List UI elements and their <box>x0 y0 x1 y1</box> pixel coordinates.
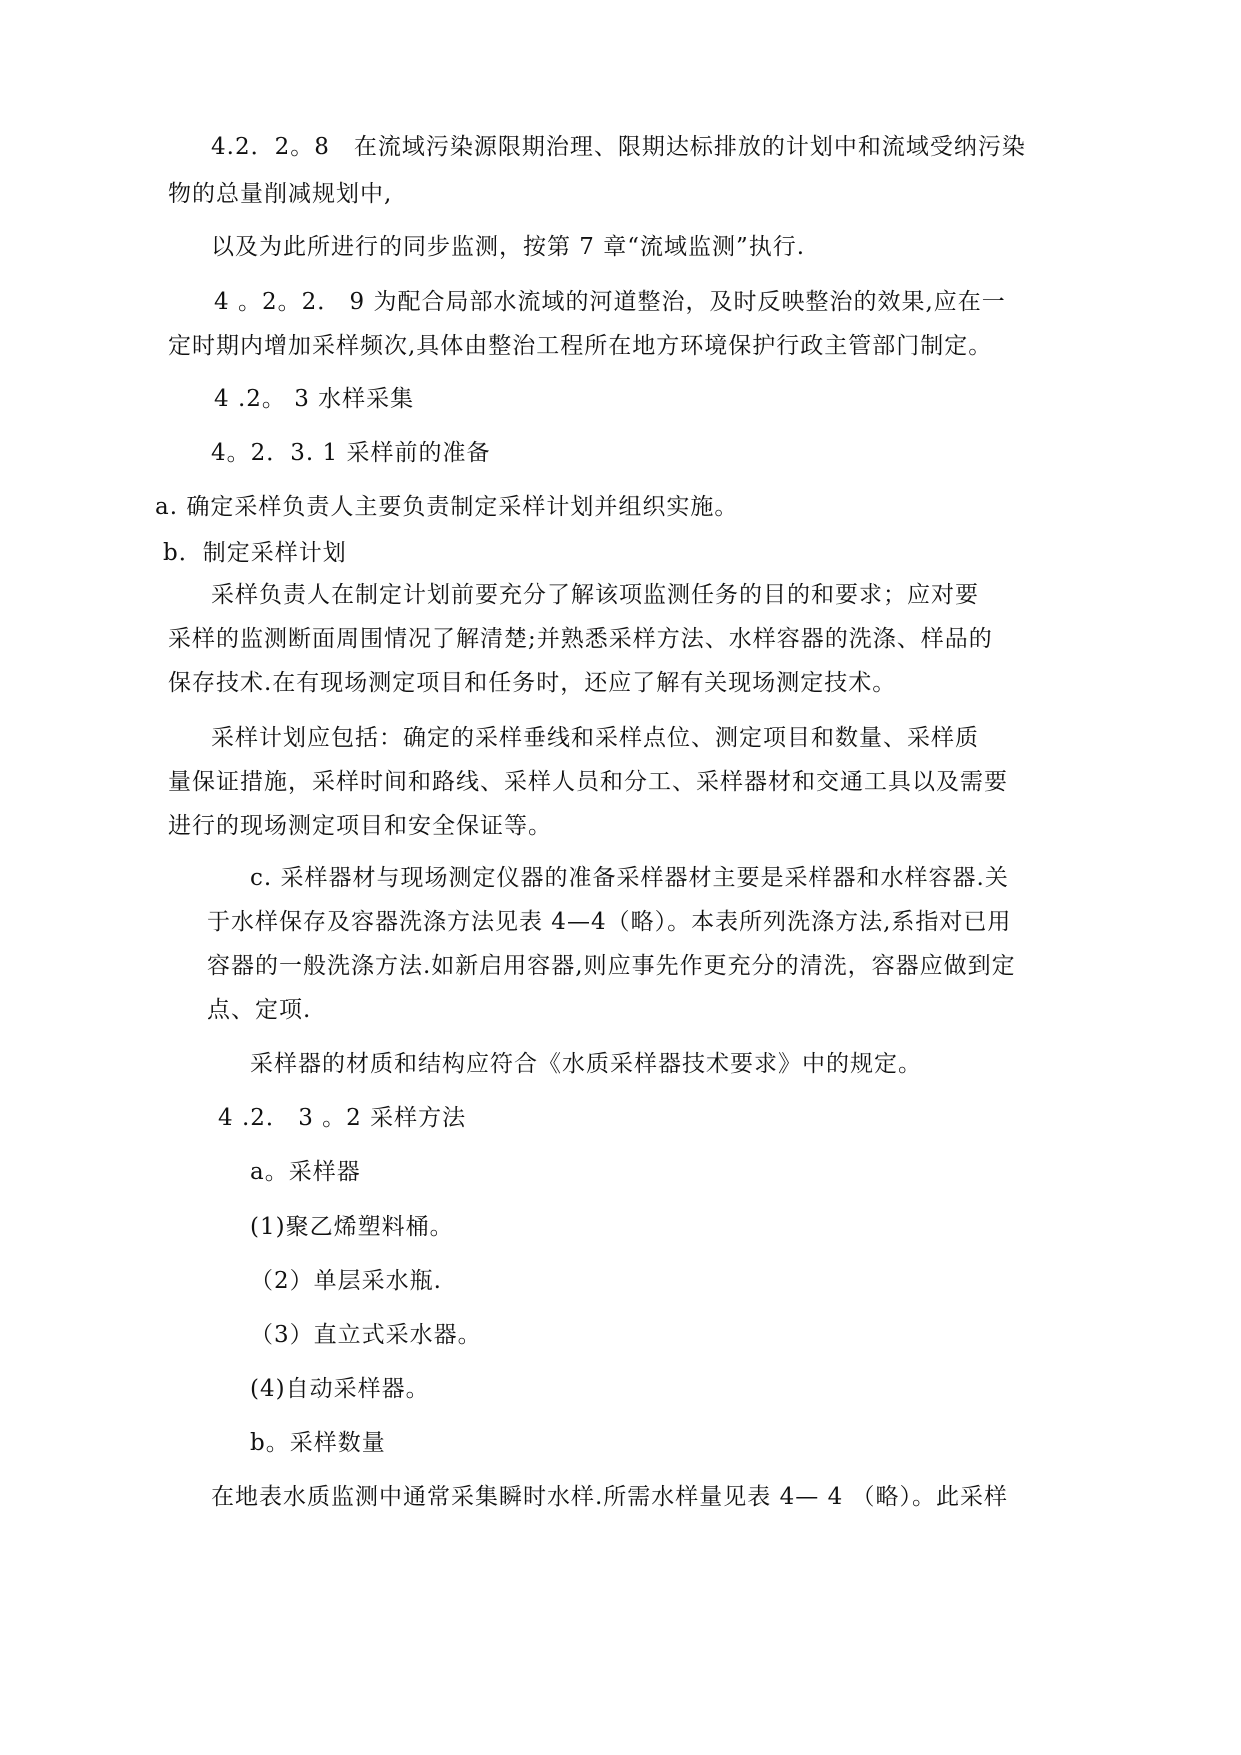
list-item: （2）单层采水瓶. <box>250 1268 442 1294</box>
list-item: c. 采样器材与现场测定仪器的准备采样器材主要是采样器和水样容器.关 <box>250 865 1009 891</box>
text-line: 进行的现场测定项目和安全保证等。 <box>168 813 552 839</box>
text-line: 4 。2。2． 9 为配合局部水流域的河道整治，及时反映整治的效果,应在一 <box>214 289 1006 315</box>
list-item: a. 确定采样负责人主要负责制定采样计划并组织实施。 <box>155 494 739 520</box>
text-line: 以及为此所进行的同步监测，按第 7 章“流域监测”执行. <box>211 234 806 260</box>
text-line: 保存技术.在有现场测定项目和任务时，还应了解有关现场测定技术。 <box>168 670 897 696</box>
section-heading: 4 .2。 3 水样采集 <box>214 386 415 412</box>
subsection-heading: 4 .2． 3 。2 采样方法 <box>218 1105 467 1131</box>
list-item: （3）直立式采水器。 <box>250 1322 482 1348</box>
list-item: (1)聚乙烯塑料桶。 <box>250 1214 454 1240</box>
list-item: b。采样数量 <box>250 1430 386 1456</box>
text-line: 在地表水质监测中通常采集瞬时水样.所需水样量见表 4— 4 （略）。此采样 <box>211 1484 1009 1510</box>
text-line: 采样的监测断面周围情况了解清楚;并熟悉采样方法、水样容器的洗涤、样品的 <box>168 626 993 652</box>
text-line: 物的总量削减规划中, <box>168 181 393 207</box>
text-line: 4.2．2。8 在流域污染源限期治理、限期达标排放的计划中和流域受纳污染 <box>211 134 1026 160</box>
list-item: (4)自动采样器。 <box>250 1376 430 1402</box>
text-line: 采样负责人在制定计划前要充分了解该项监测任务的目的和要求；应对要 <box>211 582 979 608</box>
list-item: a。采样器 <box>250 1159 361 1185</box>
text-line: 于水样保存及容器洗涤方法见表 4—4（略）。本表所列洗涤方法,系指对已用 <box>207 909 1012 935</box>
text-line: 采样计划应包括：确定的采样垂线和采样点位、测定项目和数量、采样质 <box>211 725 979 751</box>
text-line: 采样器的材质和结构应符合《水质采样器技术要求》中的规定。 <box>250 1051 922 1077</box>
subsection-heading: 4。2．3. 1 采样前的准备 <box>211 440 491 466</box>
text-line: 容器的一般洗涤方法.如新启用容器,则应事先作更充分的清洗，容器应做到定 <box>207 953 1016 979</box>
list-item: b．制定采样计划 <box>163 540 347 566</box>
text-line: 点、定项. <box>207 997 312 1023</box>
text-line: 定时期内增加采样频次,具体由整治工程所在地方环境保护行政主管部门制定。 <box>168 333 993 359</box>
text-line: 量保证措施，采样时间和路线、采样人员和分工、采样器材和交通工具以及需要 <box>168 769 1008 795</box>
